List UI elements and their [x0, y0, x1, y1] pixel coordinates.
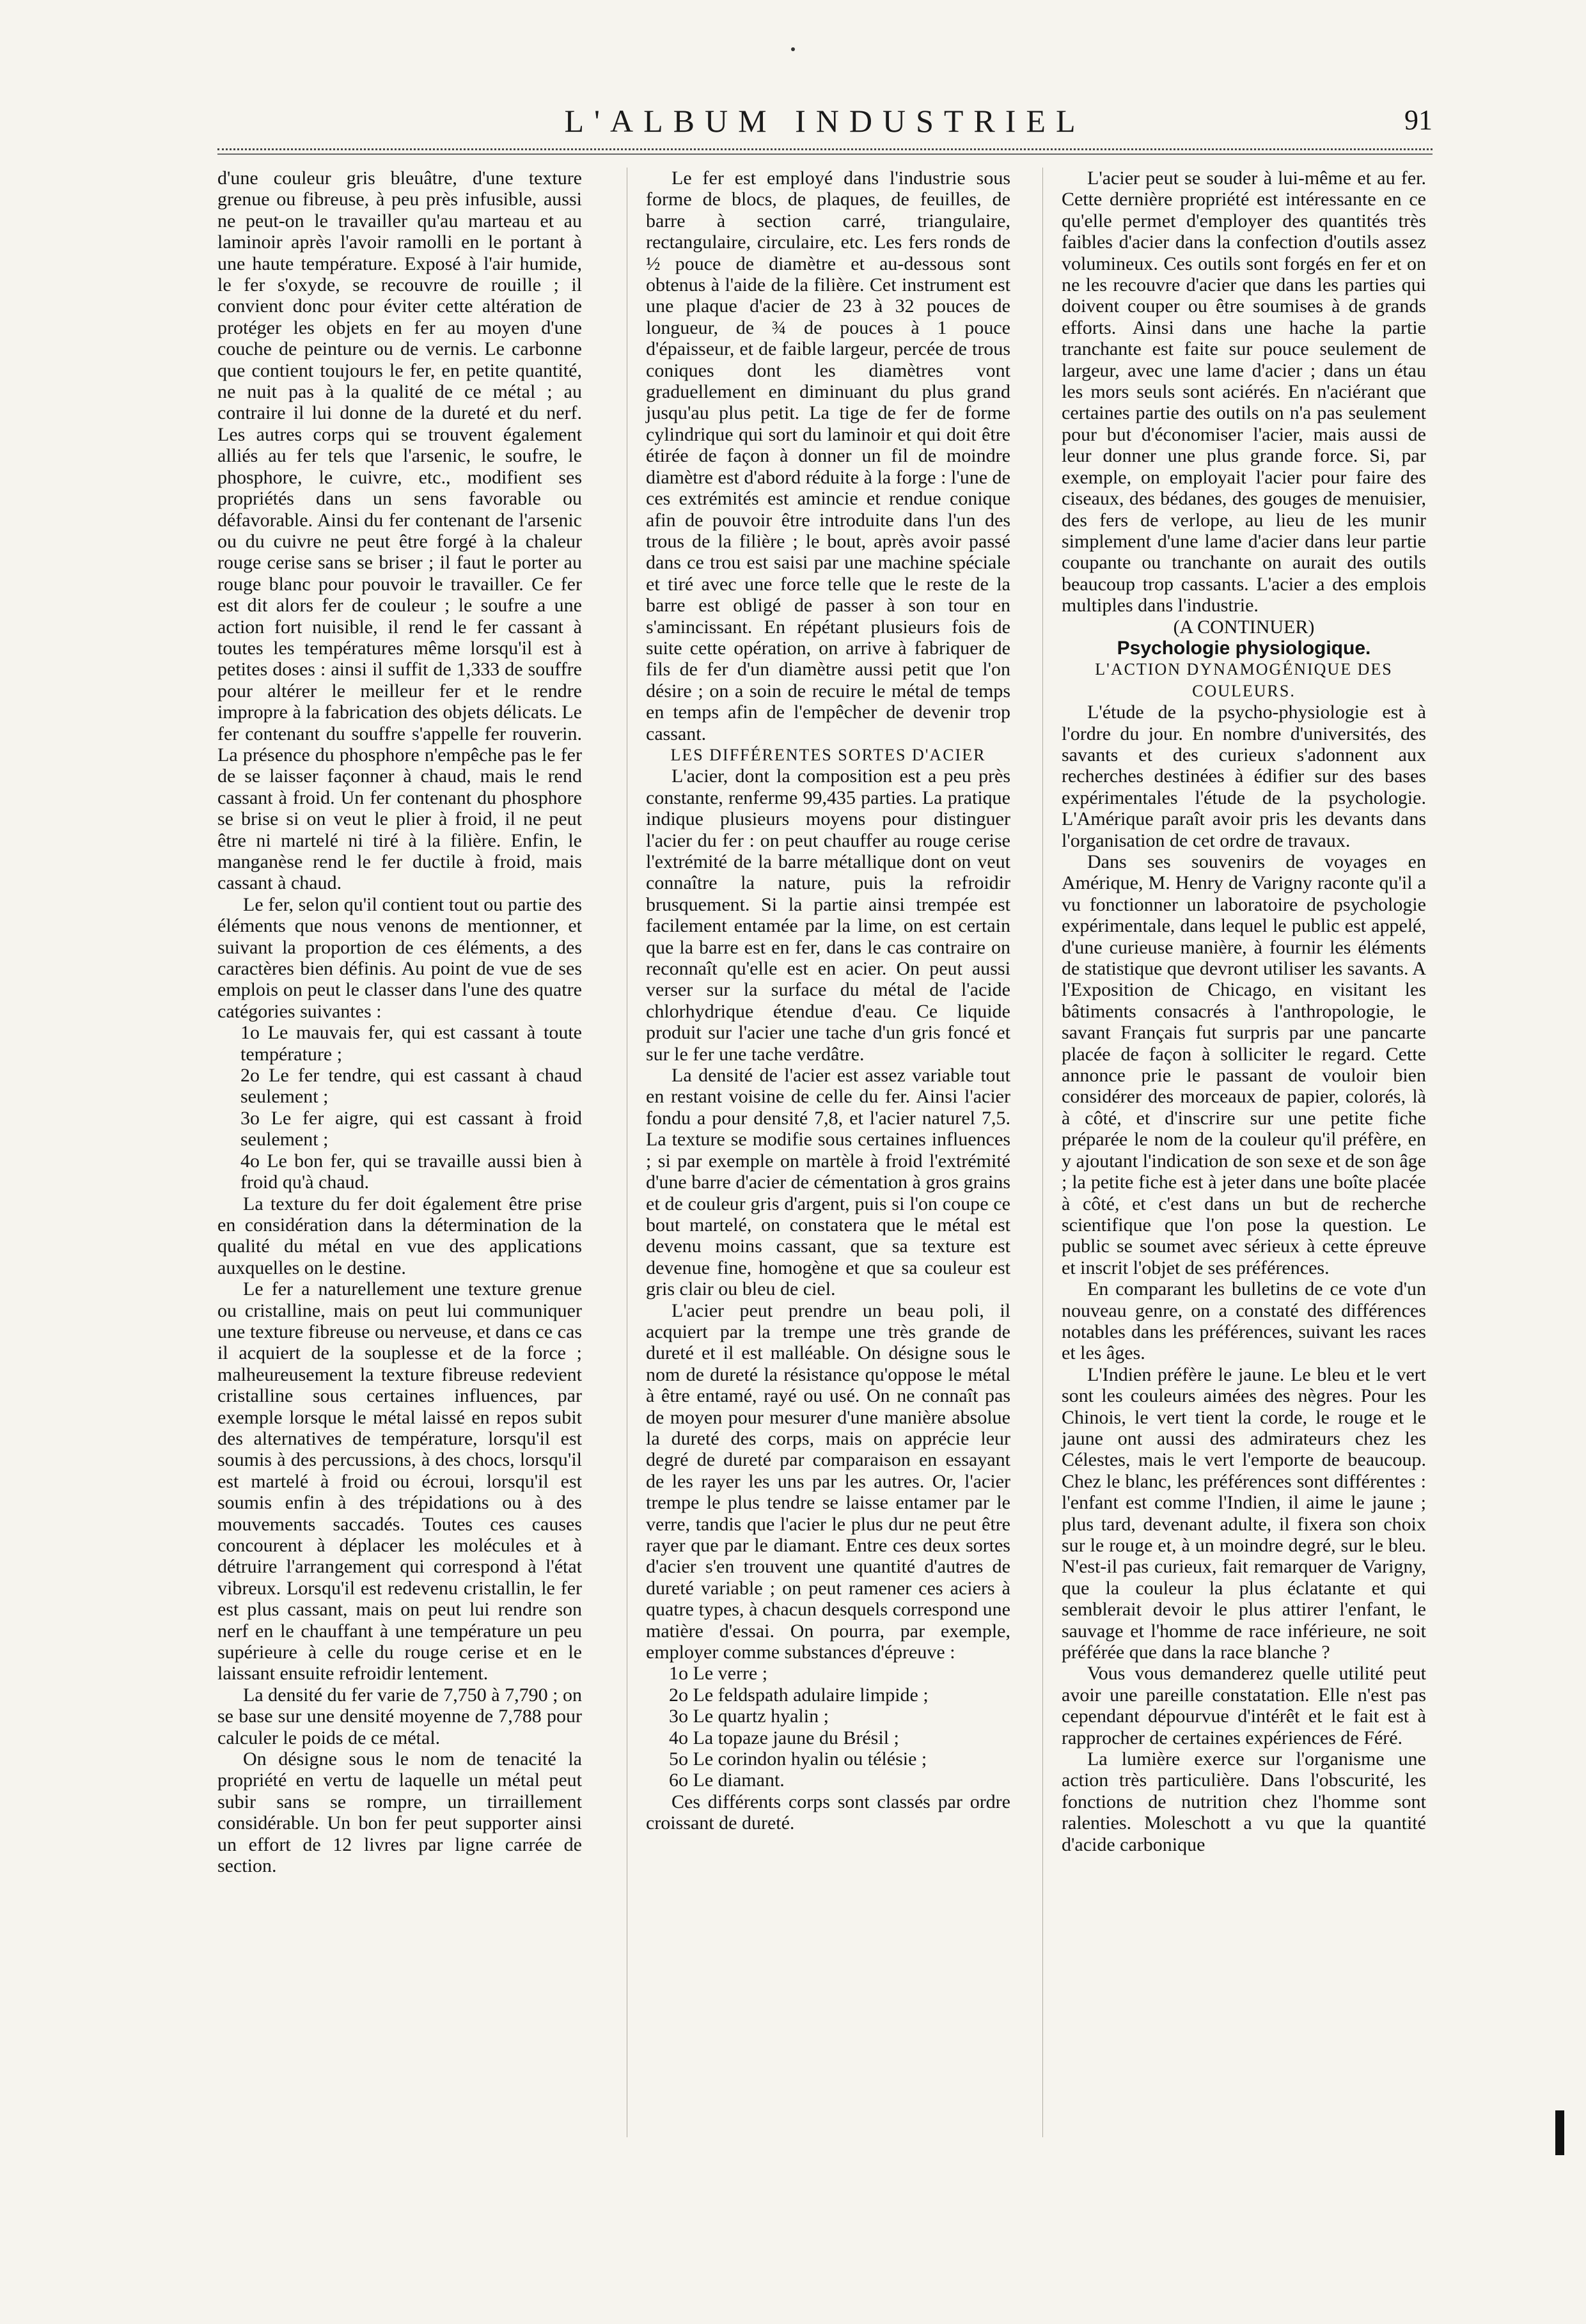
column-2: [646, 168, 1010, 1834]
paragraph: La lumière exerce sur l'organisme une action très particulière. Dans l'obscurité, les fonctions de nutrition chez l'homme sont ralenties. Moleschott a vu que la quantité d'acide carbonique: [1062, 1748, 1426, 1855]
to-be-continued: (A CONTINUER): [1173, 616, 1315, 638]
paragraph: L'Indien préfère le jaune. Le bleu et le vert sont les couleurs aimées des nègres. Pour les Chinois, le vert tient la corde, le rouge et le jaune ont aussi des admirateurs chez les Célestes, mais le vert l'emporte de beaucoup. Chez le blanc, les préférences sont différentes : l'enfant est comme l'Indien, il aime le jaune ; plus tard, devenant adulte, il fixera son choix sur le rouge et, à un moindre degré, sur le bleu. N'est-il pas curieux, fait remarquer de Varigny, que la couleur la plus éclatante et qui semblerait devoir le plus attirer l'enfant, le sauvage et l'homme de race inférieure, ne soit préférée que dans la race blanche ?: [1062, 1363, 1426, 1663]
paragraph: La texture du fer doit également être prise en considération dans la détermination de la qualité du métal en vue des applications auxquelles on le destine.: [217, 1193, 582, 1278]
paragraph: Ces différents corps sont classés par ordre croissant de dureté.: [646, 1791, 1010, 1834]
paragraph: Vous vous demanderez quelle utilité peut avoir une pareille constatation. Elle n'est pas cependant dépourvue d'intérêt et le fait est à rapprocher de certaines expériences de Féré.: [1062, 1663, 1426, 1748]
test-substances-list: [646, 1663, 1010, 1791]
margin-mark: [1555, 2110, 1564, 2155]
list-item: 2o Le fer tendre, qui est cassant à chaud seulement ;: [240, 1065, 582, 1108]
iron-categories-list: [217, 1022, 582, 1193]
header-rule-dotted: [217, 148, 1433, 150]
page-header: [217, 102, 1433, 147]
paragraph: L'acier peut prendre un beau poli, il acquiert par la trempe une très grande de dureté et il est malléable. On désigne sous le nom de dureté la résistance qu'oppose le métal à être entamé, rayé ou usé. On ne connaît pas de moyen pour mesurer d'une manière absolue la dureté des corps, mais on apprécie leur degré de dureté par comparaison en essayant de les rayer les uns par les autres. Or, l'acier trempe le plus tendre se laisse entamer par le verre, tandis que l'acier le plus dur ne peut être rayer que par le diamant. Entre ces deux sortes d'acier s'en trouvent une quantité d'autres de dureté variable ; on peut ramener ces aciers à quatre types, à chacun desquels correspond une matière d'essai. On pourra, par exemple, employer comme substances d'épreuve :: [646, 1299, 1010, 1663]
paragraph: L'acier, dont la composition est a peu près constante, renferme 99,435 parties. La pratique indique plusieurs moyens pour distinguer l'acier du fer : on peut chauffer au rouge cerise l'extrémité de la barre métallique dont on veut connaître la nature, puis la refroidir brusquement. Si la partie ainsi trempée est facilement entamée par la lime, on est certain que la barre est en fer, dans le cas contraire on reconnaît qu'elle est en acier. On peut aussi verser sur la surface du métal de l'acide chlorhydrique étendue d'eau. Ce liquide produit sur l'acier une tache d'un gris foncé et sur le fer une tache verdâtre.: [646, 766, 1010, 1065]
list-item: 3o Le fer aigre, qui est cassant à froid seulement ;: [240, 1107, 582, 1150]
subheading: LES DIFFÉRENTES SORTES D'ACIER: [670, 745, 986, 764]
paragraph: La densité du fer varie de 7,750 à 7,790 ; on se base sur une densité moyenne de 7,788 pour calculer le poids de ce métal.: [217, 1684, 582, 1748]
paragraph: L'acier peut se souder à lui-même et au fer. Cette dernière propriété est intéressante en ce qu'elle permet d'employer des quantités très faibles d'acier dans la confection d'outils assez volumineux. Ces outils sont forgés en fer et on ne les recouvre d'acier que dans les parties qui doivent couper ou être soumises à de grands efforts. Ainsi dans une hache la partie tranchante est faite sur pouce seulement de largeur, avec une lame d'acier ; dans un étau les mors seuls sont aciérés. En n'aciérant que certaines partie des outils on n'a pas seulement pour but d'économiser l'acier, mais aussi de leur donner une plus grande force. Si, par exemple, on employait l'acier pour faire des ciseaux, des bédanes, des gouges de menuisier, des fers de verlope, au lieu de les munir simplement d'une lame d'acier dans leur partie coupante ou tranchante on aurait des outils beaucoup trop cassants. L'acier a des emplois multiples dans l'industrie.: [1062, 168, 1426, 616]
list-item: 3o Le quartz hyalin ;: [669, 1706, 829, 1727]
paragraph: Le fer a naturellement une texture grenue ou cristalline, mais on peut lui communiquer une texture fibreuse ou nerveuse, et dans ce cas il acquiert de la souplesse et de la force ; malheureusement la texture fibreuse redevient cristalline sous certaines influences, par exemple lorsque le métal laissé en repos subit des alternatives de température, lorsqu'il est soumis à des percussions, à des chocs, lorsqu'il est martelé à froid ou écroui, lorsqu'il est soumis enfin à des trépidations ou à des mouvements saccadés. Toutes ces causes concourent à déplacer les molécules et à détruire l'arrangement qui correspond à l'état vibreux. Lorsqu'il est redevenu cristallin, le fer est plus cassant, mais on peut lui rendre son nerf en le chauffant à une température un peu supérieure à celle du rouge cerise et en le laissant ensuite refroidir lentement.: [217, 1278, 582, 1684]
paragraph: Le fer, selon qu'il contient tout ou partie des éléments que nous venons de mentionner, et suivant la proportion de ces éléments, a des caractères bien définis. Au point de vue de ses emplois on peut le classer dans l'une des quatre catégories suivantes :: [217, 893, 582, 1022]
list-item: 6o Le diamant.: [669, 1770, 785, 1791]
column-1: [217, 168, 582, 1877]
running-title: L'ALBUM INDUSTRIEL: [564, 103, 1086, 139]
paragraph: Le fer est employé dans l'industrie sous forme de blocs, de plaques, de feuilles, de barre à section carré, triangulaire, rectangulaire, circulaire, etc. Les fers ronds de ½ pouce de diamètre et au-dessous sont obtenus à l'aide de la filière. Cet instrument est une plaque d'acier de 23 à 32 pouces de longueur, de ¾ de pouces à 1 pouce d'épaisseur, et de faible largeur, percée de trous coniques dont les diamètres vont graduellement en diminuant du plus grand jusqu'au plus petit. La tige de fer de forme cylindrique qui sort du laminoir et qui doit être étirée de façon à donner un fil de moindre diamètre est d'abord réduite à la forge : l'une de ces extrémités est amincie et rendue conique afin de pouvoir être introduite dans l'un des trous de la filière ; le bout, après avoir passé dans ce trou est saisi par une machine spéciale et tiré avec une force telle que le reste de la barre est obligé de passer à son tour en s'amincissant. En répétant plusieurs fois de suite cette opération, on arrive à fabriquer de fils de fer d'un diamètre aussi petit que l'on désire ; on a soin de recuire le métal de temps en temps afin de l'empêcher de devenir trop cassant.: [646, 168, 1010, 744]
paragraph: L'étude de la psycho-physiologie est à l'ordre du jour. En nombre d'universités, des savants et des curieux s'adonnent aux recherches destinées à édifier sur des bases expérimentales l'étude de la psychologie. L'Amérique paraît avoir pris les devants dans l'organisation de cet ordre de travaux.: [1062, 702, 1426, 851]
section-title: Psychologie physiologique.: [1117, 637, 1371, 659]
paragraph: d'une couleur gris bleuâtre, d'une texture grenue ou fibreuse, à peu près infusible, aussi ne peut-on le travailler qu'au marteau et au laminoir après l'avoir ramolli en le portant à une haute température. Exposé à l'air humide, le fer s'oxyde, se recouvre de rouille ; il convient donc pour éviter cette altération de protéger les objets en fer au moyen d'une couche de peinture ou de vernis. Le carbonne que contient toujours le fer, en petite quantité, ne nuit pas à la qualité de ce métal ; au contraire il lui donne de la dureté et du nerf. Les autres corps qui se trouvent également alliés au fer tels que l'arsenic, le soufre, le phosphore, le cuivre, etc., modifient ses propriétés dans un sens favorable ou défavorable. Ainsi du fer contenant de l'arsenic ou du cuivre ne peut être forgé à la chaleur rouge cerise sans se briser ; il faut le porter au rouge blanc pour pouvoir le travailler. Ce fer est dit alors fer de couleur ; le soufre a une action fort nuisible, il rend le fer cassant à toutes les températures même lorsqu'il est à petites doses : ainsi il suffit de 1,333 de souffre pour altérer le meilleur fer et le rendre impropre à la fabrication des objets délicats. Le fer contenant du souffre s'appelle fer rouverin. La présence du phosphore n'empêche pas le fer de se laisser façonner à chaud, mais le rend cassant à froid. Un fer contenant du phosphore se brise si on veut le plier à froid, il ne peut être ni martelé ni tiré à la filière. Enfin, le manganèse rend le fer ductile à froid, mais cassant à chaud.: [217, 168, 582, 894]
subheading: L'ACTION DYNAMOGÉNIQUE DES COULEURS.: [1095, 660, 1393, 700]
list-item: 4o Le bon fer, qui se travaille aussi bien à froid qu'à chaud.: [240, 1150, 582, 1193]
column-divider: [1042, 168, 1043, 2137]
paragraph: Dans ses souvenirs de voyages en Amérique, M. Henry de Varigny raconte qu'il a vu fonctionner un laboratoire de psychologie expérimentale, dans lequel le public est appelé, d'une curieuse manière, à fournir les éléments de statistique que devront utiliser les savants. A l'Exposition de Chicago, en visitant les bâtiments consacrés à l'anthropologie, le savant Français fut surpris par une pancarte placée de façon à solliciter le regard. Cette annonce prie le passant de vouloir bien considérer des morceaux de papier, colorés, là à côté, et d'inscrire sur une petite fiche préparée le nom de la couleur qu'il préfère, en y ajoutant l'indication de son sexe et de son âge ; la petite fiche est à jeter dans une boîte placée à côté, et c'est dans un but de recherche scientifique que l'on pose la question. Le public se soumet avec sérieux à cette épreuve et inscrit l'objet de ses préférences.: [1062, 851, 1426, 1278]
paragraph: La densité de l'acier est assez variable tout en restant voisine de celle du fer. Ainsi l'acier fondu a pour densité 7,8, et l'acier naturel 7,5. La texture se modifie sous certaines influences ; si par exemple on martèle à froid l'extrémité d'une barre d'acier de cémentation à gros grains et de couleur gris d'argent, puis si l'on coupe ce bout martelé, on constatera que le métal est devenu moins cassant, que sa texture est devenue fine, homogène et que sa couleur est gris clair ou bleu de ciel.: [646, 1065, 1010, 1300]
list-item: 1o Le verre ;: [669, 1663, 768, 1684]
header-rule-solid: [217, 153, 1433, 155]
paragraph: On désigne sous le nom de tenacité la propriété en vertu de laquelle un métal peut subir sans se rompre, un tirraillement considérable. Un bon fer peut supporter ainsi un effort de 12 livres par ligne carrée de section.: [217, 1748, 582, 1877]
list-item: 5o Le corindon hyalin ou télésie ;: [669, 1748, 927, 1770]
column-3: [1062, 168, 1426, 1855]
page-number: 91: [1404, 104, 1433, 136]
list-item: 4o La topaze jaune du Brésil ;: [669, 1727, 899, 1748]
list-item: 1o Le mauvais fer, qui est cassant à toute température ;: [240, 1022, 582, 1065]
paragraph: En comparant les bulletins de ce vote d'un nouveau genre, on a constaté des différences notables dans les préférences, suivant les races et les âges.: [1062, 1278, 1426, 1364]
ink-speck: [791, 47, 795, 51]
list-item: 2o Le feldspath adulaire limpide ;: [669, 1684, 929, 1706]
